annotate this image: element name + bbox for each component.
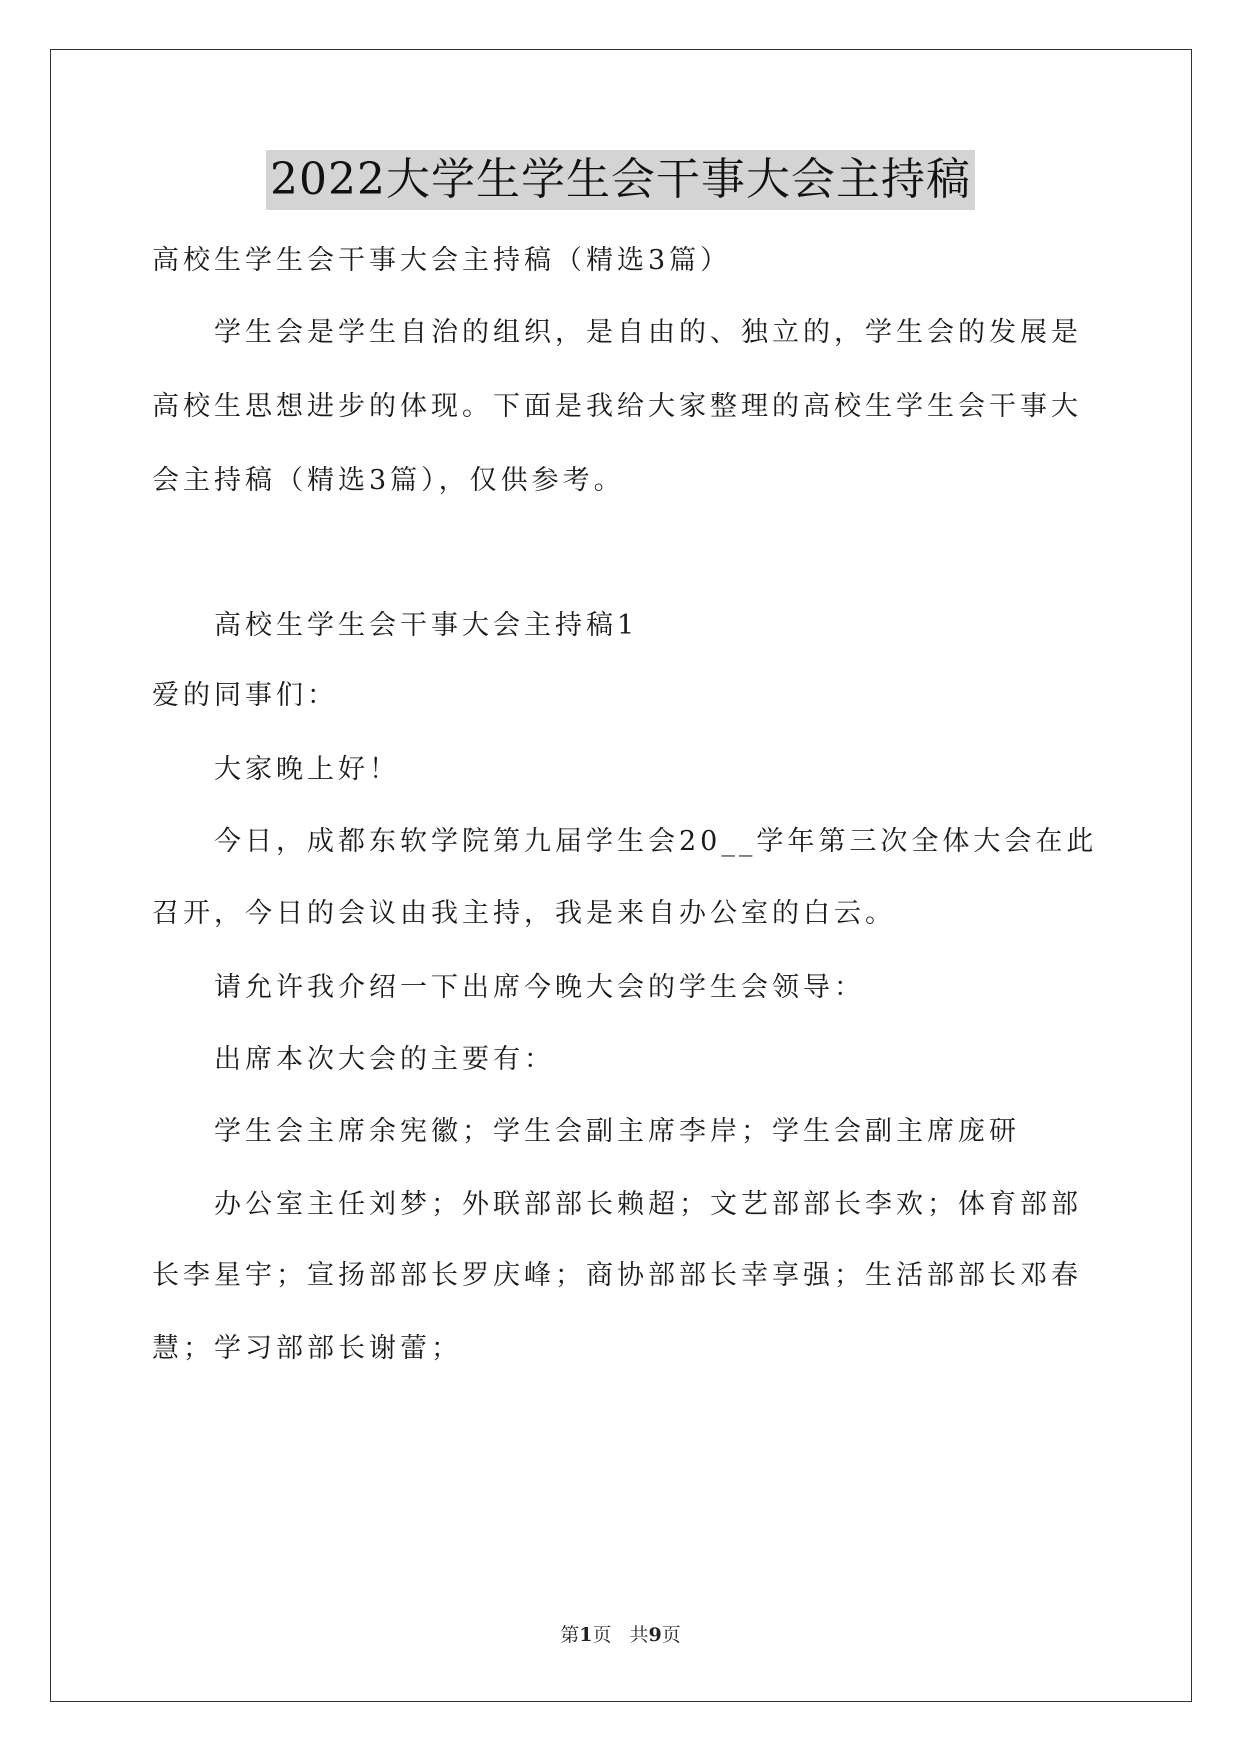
salutation-line: 爱的同事们：	[152, 680, 338, 711]
footer-prefix: 第	[560, 1624, 580, 1646]
opening-line-1: 今日，成都东软学院第九届学生会20__学年第三次全体大会在此	[214, 826, 1098, 857]
ministers-line-2: 长李星宇；宣扬部部长罗庆峰；商协部部长幸享强；生活部部长邓春	[152, 1260, 1082, 1291]
page-footer	[0, 1620, 1241, 1647]
ministers-line-3: 慧；学习部部长谢蕾；	[152, 1333, 462, 1364]
title-container	[0, 150, 1241, 210]
opening-line-2: 召开，今日的会议由我主持，我是来自办公室的白云。	[152, 898, 896, 929]
current-page-number: 1	[579, 1624, 593, 1646]
section-heading-1: 高校生学生会干事大会主持稿1	[214, 610, 639, 641]
document-title: 2022大学生学生会干事大会主持稿	[266, 150, 975, 210]
leaders-line: 学生会主席余宪徽；学生会副主席李岸；学生会副主席庞研	[214, 1116, 1020, 1147]
total-pages-number: 9	[648, 1624, 662, 1646]
intro-line-3: 会主持稿（精选3篇），仅供参考。	[152, 465, 625, 496]
introduction-line: 请允许我介绍一下出席今晚大会的学生会领导：	[214, 972, 865, 1003]
footer-page-suffix: 页	[592, 1624, 612, 1646]
greeting-line: 大家晚上好！	[214, 754, 400, 785]
footer-total-prefix: 共	[629, 1624, 649, 1646]
footer-total-suffix: 页	[661, 1624, 681, 1646]
page-border	[50, 49, 1192, 1702]
intro-line-2: 高校生思想进步的体现。下面是我给大家整理的高校生学生会干事大	[152, 391, 1082, 422]
subtitle-line: 高校生学生会干事大会主持稿（精选3篇）	[152, 245, 732, 276]
ministers-line-1: 办公室主任刘梦；外联部部长赖超；文艺部部长李欢；体育部部	[214, 1189, 1082, 1220]
attendees-heading-line: 出席本次大会的主要有：	[214, 1044, 555, 1075]
intro-line-1: 学生会是学生自治的组织，是自由的、独立的，学生会的发展是	[214, 317, 1082, 348]
